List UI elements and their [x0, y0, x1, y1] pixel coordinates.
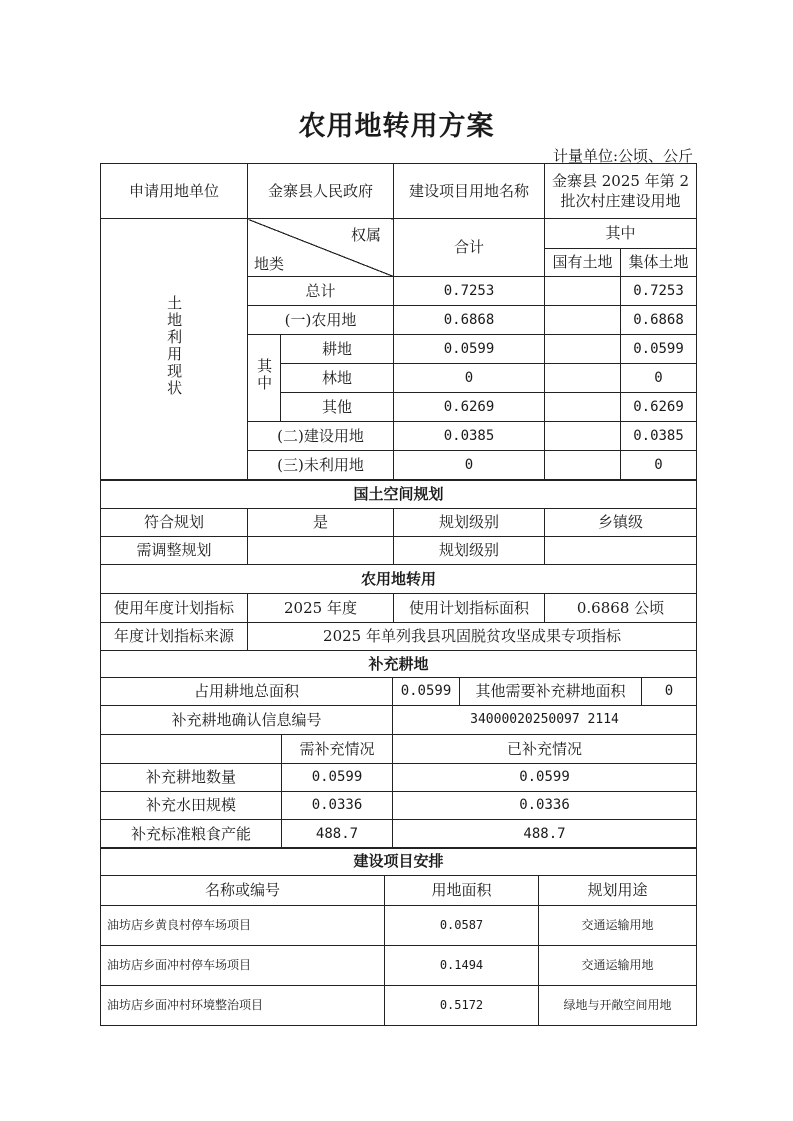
supplement-row-done: 0.0599	[393, 764, 697, 792]
state-owned-header: 国有土地	[545, 249, 621, 277]
row-collective: 0.6868	[621, 306, 697, 335]
collective-header: 集体土地	[621, 249, 697, 277]
project-use: 绿地与开敞空间用地	[539, 986, 697, 1026]
confirm-label: 补充耕地确认信息编号	[101, 706, 393, 735]
source-value: 2025 年单列我县巩固脱贫攻坚成果专项指标	[248, 623, 697, 651]
unit-note: 计量单位:公顷、公斤	[552, 147, 693, 165]
area-label: 使用计划指标面积	[394, 594, 545, 623]
supplement-row-done: 488.7	[393, 820, 697, 849]
land-status-label: 土地利用现状	[101, 219, 248, 480]
row-label: 林地	[281, 364, 394, 393]
area-value: 0.6868 公顷	[545, 594, 697, 623]
adjust-value	[248, 537, 394, 565]
applicant-label: 申请用地单位	[101, 164, 248, 219]
supplement-table	[100, 650, 697, 849]
row-state	[545, 364, 621, 393]
planning-table	[100, 480, 697, 651]
year-plan-value: 2025 年度	[248, 594, 394, 623]
row-total: 0.7253	[394, 277, 545, 306]
confirm-value: 34000020250097 2114	[393, 706, 697, 735]
row-state	[545, 422, 621, 451]
conform-label: 符合规划	[101, 509, 248, 537]
supplement-row-label: 补充耕地数量	[101, 764, 282, 792]
supplement-row-done: 0.0336	[393, 792, 697, 820]
row-total: 0.0599	[394, 335, 545, 364]
supplement-row-need: 488.7	[282, 820, 393, 849]
row-label: 耕地	[281, 335, 394, 364]
need-header: 需补充情况	[282, 735, 393, 764]
row-collective: 0	[621, 364, 697, 393]
supplement-row-label: 补充水田规模	[101, 792, 282, 820]
blank-corner	[101, 735, 282, 764]
row-label: (二)建设用地	[248, 422, 394, 451]
row-total: 0	[394, 451, 545, 480]
row-collective: 0.6269	[621, 393, 697, 422]
row-total: 0.6868	[394, 306, 545, 335]
project-area: 0.5172	[385, 986, 539, 1026]
planning-section-header: 国土空间规划	[101, 481, 697, 509]
conversion-section-header: 农用地转用	[101, 565, 697, 594]
page-title: 农用地转用方案	[298, 111, 495, 142]
row-state	[545, 393, 621, 422]
adjust-level-value	[545, 537, 697, 565]
source-label: 年度计划指标来源	[101, 623, 248, 651]
row-total: 0	[394, 364, 545, 393]
row-state	[545, 306, 621, 335]
project-use: 交通运输用地	[539, 946, 697, 986]
projects-table	[100, 847, 697, 1026]
applicant-value: 金寨县人民政府	[248, 164, 394, 219]
done-header: 已补充情况	[393, 735, 697, 764]
adjust-label: 需调整规划	[101, 537, 248, 565]
occupied-label: 占用耕地总面积	[101, 678, 393, 706]
land-type-label: 地类	[254, 254, 285, 273]
project-value	[545, 164, 697, 219]
row-state	[545, 277, 621, 306]
row-collective: 0	[621, 451, 697, 480]
project-area: 0.0587	[385, 906, 539, 946]
occupied-value: 0.0599	[393, 678, 460, 706]
row-label: 其他	[281, 393, 394, 422]
adjust-level-label: 规划级别	[394, 537, 545, 565]
supplement-section-header: 补充耕地	[101, 651, 697, 678]
supplement-row-label: 补充标准粮食产能	[101, 820, 282, 849]
project-area: 0.1494	[385, 946, 539, 986]
row-state	[545, 451, 621, 480]
col-name-header: 名称或编号	[101, 876, 385, 906]
total-col-header: 合计	[394, 219, 545, 277]
row-total: 0.6269	[394, 393, 545, 422]
project-name: 油坊店乡面冲村环境整治项目	[101, 986, 385, 1026]
supplement-row-need: 0.0599	[282, 764, 393, 792]
other-value: 0	[642, 678, 697, 706]
col-use-header: 规划用途	[539, 876, 697, 906]
year-plan-label: 使用年度计划指标	[101, 594, 248, 623]
row-collective: 0.0385	[621, 422, 697, 451]
row-label: (三)未利用地	[248, 451, 394, 480]
other-label: 其他需要补充耕地面积	[460, 678, 642, 706]
row-collective: 0.7253	[621, 277, 697, 306]
row-collective: 0.0599	[621, 335, 697, 364]
supplement-row-need: 0.0336	[282, 792, 393, 820]
sub-of-which-label: 其中	[248, 335, 281, 422]
project-name: 油坊店乡面冲村停车场项目	[101, 946, 385, 986]
land-status-table	[100, 163, 697, 480]
project-use: 交通运输用地	[539, 906, 697, 946]
level-label: 规划级别	[394, 509, 545, 537]
projects-section-header: 建设项目安排	[101, 848, 697, 876]
conform-value: 是	[248, 509, 394, 537]
level-value: 乡镇级	[545, 509, 697, 537]
row-label: 总计	[248, 277, 394, 306]
project-name: 油坊店乡黄良村停车场项目	[101, 906, 385, 946]
ownership-label: 权属	[351, 226, 382, 244]
row-label: (一)农用地	[248, 306, 394, 335]
diagonal-header	[248, 219, 394, 277]
row-state	[545, 335, 621, 364]
col-area-header: 用地面积	[385, 876, 539, 906]
of-which-header: 其中	[545, 219, 697, 249]
row-total: 0.0385	[394, 422, 545, 451]
project-value-line1: 金寨县 2025 年第 2	[552, 171, 690, 190]
project-value-line2: 批次村庄建设用地	[560, 192, 681, 210]
project-label: 建设项目用地名称	[394, 164, 545, 219]
